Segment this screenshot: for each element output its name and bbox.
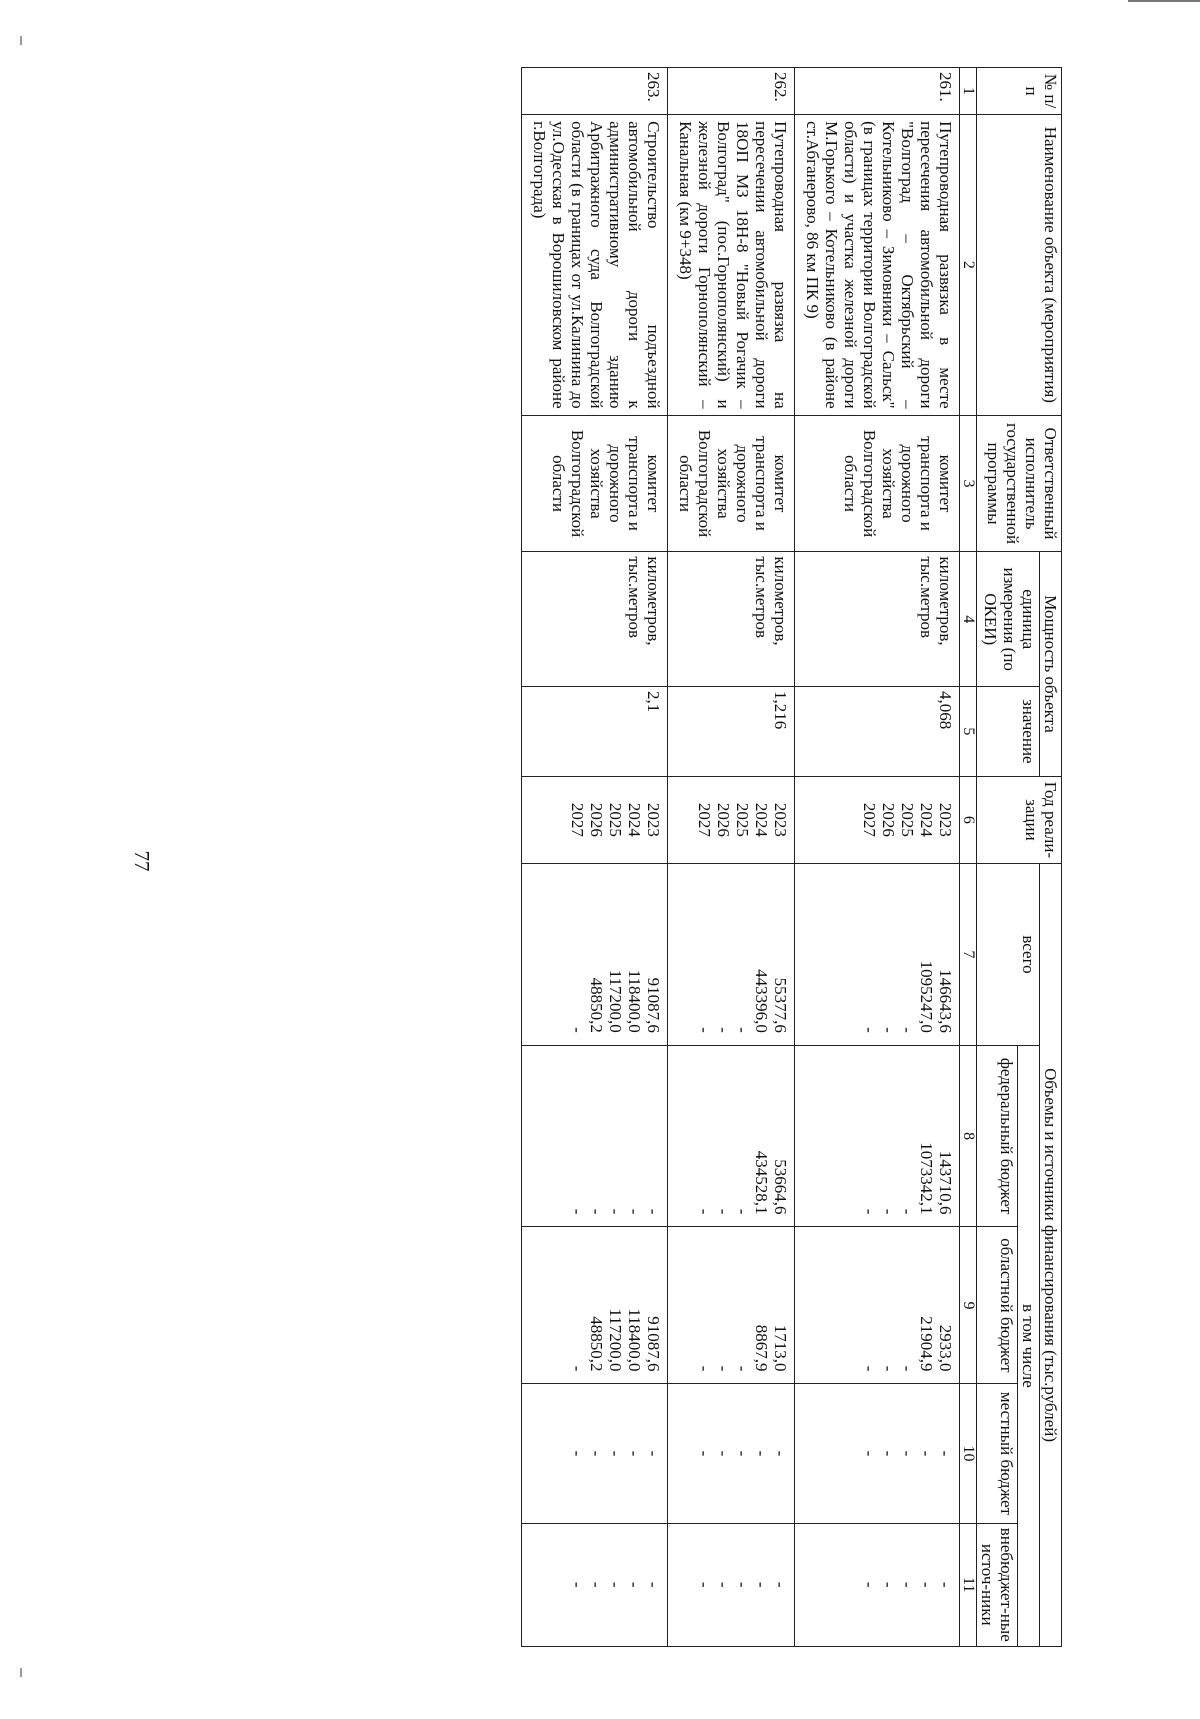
- header-no: № п/п: [977, 68, 1062, 115]
- regional-value: -: [898, 1365, 917, 1372]
- extrabudget-value: -: [695, 1581, 714, 1588]
- capacity-unit: километров, тыс.метров: [795, 552, 960, 687]
- header-extrabudget: внебюджет-ные источ-ники: [977, 1523, 1018, 1647]
- federal-value: 1073342,1: [917, 1142, 936, 1215]
- total-value: 146643,6: [936, 969, 955, 1033]
- total-value: 117200,0: [606, 969, 625, 1033]
- federal-value: -: [606, 1208, 625, 1215]
- cell-extrabudget: [522, 1523, 668, 1647]
- page-number: 77: [130, 850, 154, 872]
- table-row: [795, 68, 960, 1647]
- local-value: -: [733, 1450, 752, 1457]
- regional-value: -: [733, 1365, 752, 1372]
- header-value: значение: [977, 686, 1040, 776]
- federal-value: -: [644, 1208, 663, 1215]
- years-value: 2027: [695, 802, 714, 837]
- regional-value: 8867,9: [752, 1324, 771, 1372]
- column-number: 8: [960, 1045, 977, 1227]
- column-number: 6: [960, 776, 977, 863]
- cell-years: [668, 776, 795, 863]
- row-number: 263.: [522, 68, 668, 115]
- regional-value: -: [695, 1365, 714, 1372]
- federal-value: 434528,1: [752, 1150, 771, 1215]
- total-value: -: [860, 1027, 879, 1033]
- regional-value: 91087,6: [644, 1316, 663, 1372]
- extrabudget-value: -: [587, 1581, 606, 1588]
- local-value: -: [771, 1450, 790, 1457]
- column-number: 4: [960, 552, 977, 687]
- extrabudget-value: -: [752, 1581, 771, 1588]
- extrabudget-value: -: [644, 1581, 663, 1588]
- years-value: 2025: [898, 802, 917, 837]
- local-value: -: [644, 1450, 663, 1457]
- total-value: 48850,2: [587, 977, 606, 1033]
- years-value: 2023: [771, 802, 790, 837]
- header-name: Наименование объекта (мероприятия): [977, 115, 1062, 416]
- header-capacity: Мощность объекта: [1040, 552, 1062, 776]
- extrabudget-value: -: [714, 1581, 733, 1588]
- rotated-table-container: [127, 67, 1062, 1647]
- header-total: всего: [977, 864, 1040, 1046]
- column-number: 2: [960, 115, 977, 416]
- total-value: -: [695, 1027, 714, 1033]
- cell-total: [668, 864, 795, 1046]
- total-value: -: [714, 1027, 733, 1033]
- local-value: -: [587, 1450, 606, 1457]
- total-value: -: [879, 1027, 898, 1033]
- cell-total: [795, 864, 960, 1046]
- cell-local: [522, 1384, 668, 1523]
- extrabudget-value: -: [917, 1581, 936, 1588]
- table-row: [668, 68, 795, 1647]
- years-value: 2024: [625, 802, 644, 837]
- header-executor: Ответственный исполнитель государственной программы: [977, 415, 1062, 552]
- object-name: Путепроводная развязка на пересечении автомобильной дороги 18ОП МЗ 18Н-8 "Новый Рогачик – Волгоград" (пос.Горнополянский) и железной дороги Горнополянский – Канальная (км 9+348): [668, 115, 795, 416]
- cell-federal: [668, 1045, 795, 1227]
- years-value: 2023: [644, 802, 663, 837]
- local-value: -: [936, 1450, 955, 1457]
- table-body: [522, 68, 960, 1647]
- capacity-value: 4,068: [795, 686, 960, 776]
- capacity-unit: километров, тыс.метров: [522, 552, 668, 687]
- financing-table: [521, 67, 1062, 1647]
- federal-value: -: [898, 1208, 917, 1215]
- column-number-row: [960, 68, 977, 1647]
- regional-value: 1713,0: [771, 1324, 790, 1372]
- scan-mark: [20, 36, 22, 45]
- extrabudget-value: -: [936, 1581, 955, 1588]
- column-number: 3: [960, 415, 977, 552]
- cell-extrabudget: [795, 1523, 960, 1647]
- federal-value: -: [714, 1208, 733, 1215]
- table-header: [960, 68, 1062, 1647]
- total-value: 118400,0: [625, 969, 644, 1033]
- cell-regional: [795, 1227, 960, 1384]
- row-number: 261.: [795, 68, 960, 115]
- local-value: -: [860, 1450, 879, 1457]
- header-year: Год реали-зации: [977, 776, 1062, 863]
- federal-value: -: [860, 1208, 879, 1215]
- regional-value: 48850,2: [587, 1316, 606, 1372]
- local-value: -: [568, 1450, 587, 1457]
- cell-regional: [522, 1227, 668, 1384]
- responsible-executor: комитет транспорта и дорожного хозяйства Волгоградской области: [668, 415, 795, 552]
- federal-value: -: [587, 1208, 606, 1215]
- extrabudget-value: -: [606, 1581, 625, 1588]
- federal-value: -: [879, 1208, 898, 1215]
- regional-value: 117200,0: [606, 1308, 625, 1372]
- total-value: 1095247,0: [917, 960, 936, 1033]
- column-number: 5: [960, 686, 977, 776]
- page-edge-line: [1128, 0, 1200, 2]
- extrabudget-value: -: [733, 1581, 752, 1588]
- local-value: -: [695, 1450, 714, 1457]
- years-value: 2026: [587, 802, 606, 837]
- years-value: 2027: [568, 802, 587, 837]
- cell-extrabudget: [668, 1523, 795, 1647]
- federal-value: -: [625, 1208, 644, 1215]
- cell-federal: [522, 1045, 668, 1227]
- header-local: местный бюджет: [977, 1384, 1018, 1523]
- years-value: 2023: [936, 802, 955, 837]
- total-value: -: [733, 1027, 752, 1033]
- cell-local: [795, 1384, 960, 1523]
- years-value: 2026: [714, 802, 733, 837]
- years-value: 2025: [606, 802, 625, 837]
- years-value: 2026: [879, 802, 898, 837]
- header-unit: единица измерения (по ОКЕИ): [977, 552, 1040, 687]
- header-regional: областной бюджет: [977, 1227, 1018, 1384]
- object-name: Строительство подъездной автомобильной дороги к административному зданию Арбитражного суда Волгоградской области (в границах от ул.Калинина до ул.Одесская в Ворошиловском районе г.Волгограда): [522, 115, 668, 416]
- header-including: в том числе: [1018, 1045, 1040, 1646]
- regional-value: 118400,0: [625, 1308, 644, 1372]
- local-value: -: [752, 1450, 771, 1457]
- column-number: 10: [960, 1384, 977, 1523]
- object-name: Путепроводная развязка в месте пересечения автомобильной дороги "Волгоград – Октябрьский – Котельниково – Зимовники – Сальск" (в границах территории Волгоградской области) и участка железной дороги М.Горького – Котельниково (в районе ст.Абганерово, 86 км ПК 9): [795, 115, 960, 416]
- table-row: [522, 68, 668, 1647]
- extrabudget-value: -: [898, 1581, 917, 1588]
- years-value: 2025: [733, 802, 752, 837]
- cell-local: [668, 1384, 795, 1523]
- years-value: 2024: [752, 802, 771, 837]
- cell-years: [522, 776, 668, 863]
- extrabudget-value: -: [625, 1581, 644, 1588]
- column-number: 1: [960, 68, 977, 115]
- header-federal: федеральный бюджет: [977, 1045, 1018, 1227]
- row-number: 262.: [668, 68, 795, 115]
- federal-value: 143710,6: [936, 1150, 955, 1215]
- cell-federal: [795, 1045, 960, 1227]
- years-value: 2024: [917, 802, 936, 837]
- regional-value: -: [879, 1365, 898, 1372]
- local-value: -: [606, 1450, 625, 1457]
- regional-value: 2933,0: [936, 1324, 955, 1372]
- years-value: 2027: [860, 802, 879, 837]
- regional-value: -: [714, 1365, 733, 1372]
- extrabudget-value: -: [879, 1581, 898, 1588]
- responsible-executor: комитет транспорта и дорожного хозяйства Волгоградской области: [522, 415, 668, 552]
- cell-total: [522, 864, 668, 1046]
- local-value: -: [879, 1450, 898, 1457]
- total-value: 443396,0: [752, 969, 771, 1033]
- responsible-executor: комитет транспорта и дорожного хозяйства Волгоградской области: [795, 415, 960, 552]
- federal-value: -: [733, 1208, 752, 1215]
- regional-value: 21904,9: [917, 1316, 936, 1372]
- extrabudget-value: -: [568, 1581, 587, 1588]
- column-number: 7: [960, 864, 977, 1046]
- federal-value: -: [695, 1208, 714, 1215]
- local-value: -: [898, 1450, 917, 1457]
- cell-regional: [668, 1227, 795, 1384]
- cell-years: [795, 776, 960, 863]
- capacity-value: 1,216: [668, 686, 795, 776]
- capacity-value: 2,1: [522, 686, 668, 776]
- regional-value: -: [860, 1365, 879, 1372]
- local-value: -: [714, 1450, 733, 1457]
- total-value: 55377,6: [771, 977, 790, 1033]
- total-value: -: [898, 1027, 917, 1033]
- extrabudget-value: -: [771, 1581, 790, 1588]
- capacity-unit: километров, тыс.метров: [668, 552, 795, 687]
- extrabudget-value: -: [860, 1581, 879, 1588]
- total-value: 91087,6: [644, 977, 663, 1033]
- regional-value: -: [568, 1365, 587, 1372]
- scan-mark: [20, 1668, 22, 1677]
- header-financing: Объемы и источники финансирования (тыс.рублей): [1040, 864, 1062, 1647]
- column-number: 9: [960, 1227, 977, 1384]
- column-number: 11: [960, 1523, 977, 1647]
- federal-value: 53664,6: [771, 1159, 790, 1215]
- local-value: -: [917, 1450, 936, 1457]
- federal-value: -: [568, 1208, 587, 1215]
- total-value: -: [568, 1027, 587, 1033]
- local-value: -: [625, 1450, 644, 1457]
